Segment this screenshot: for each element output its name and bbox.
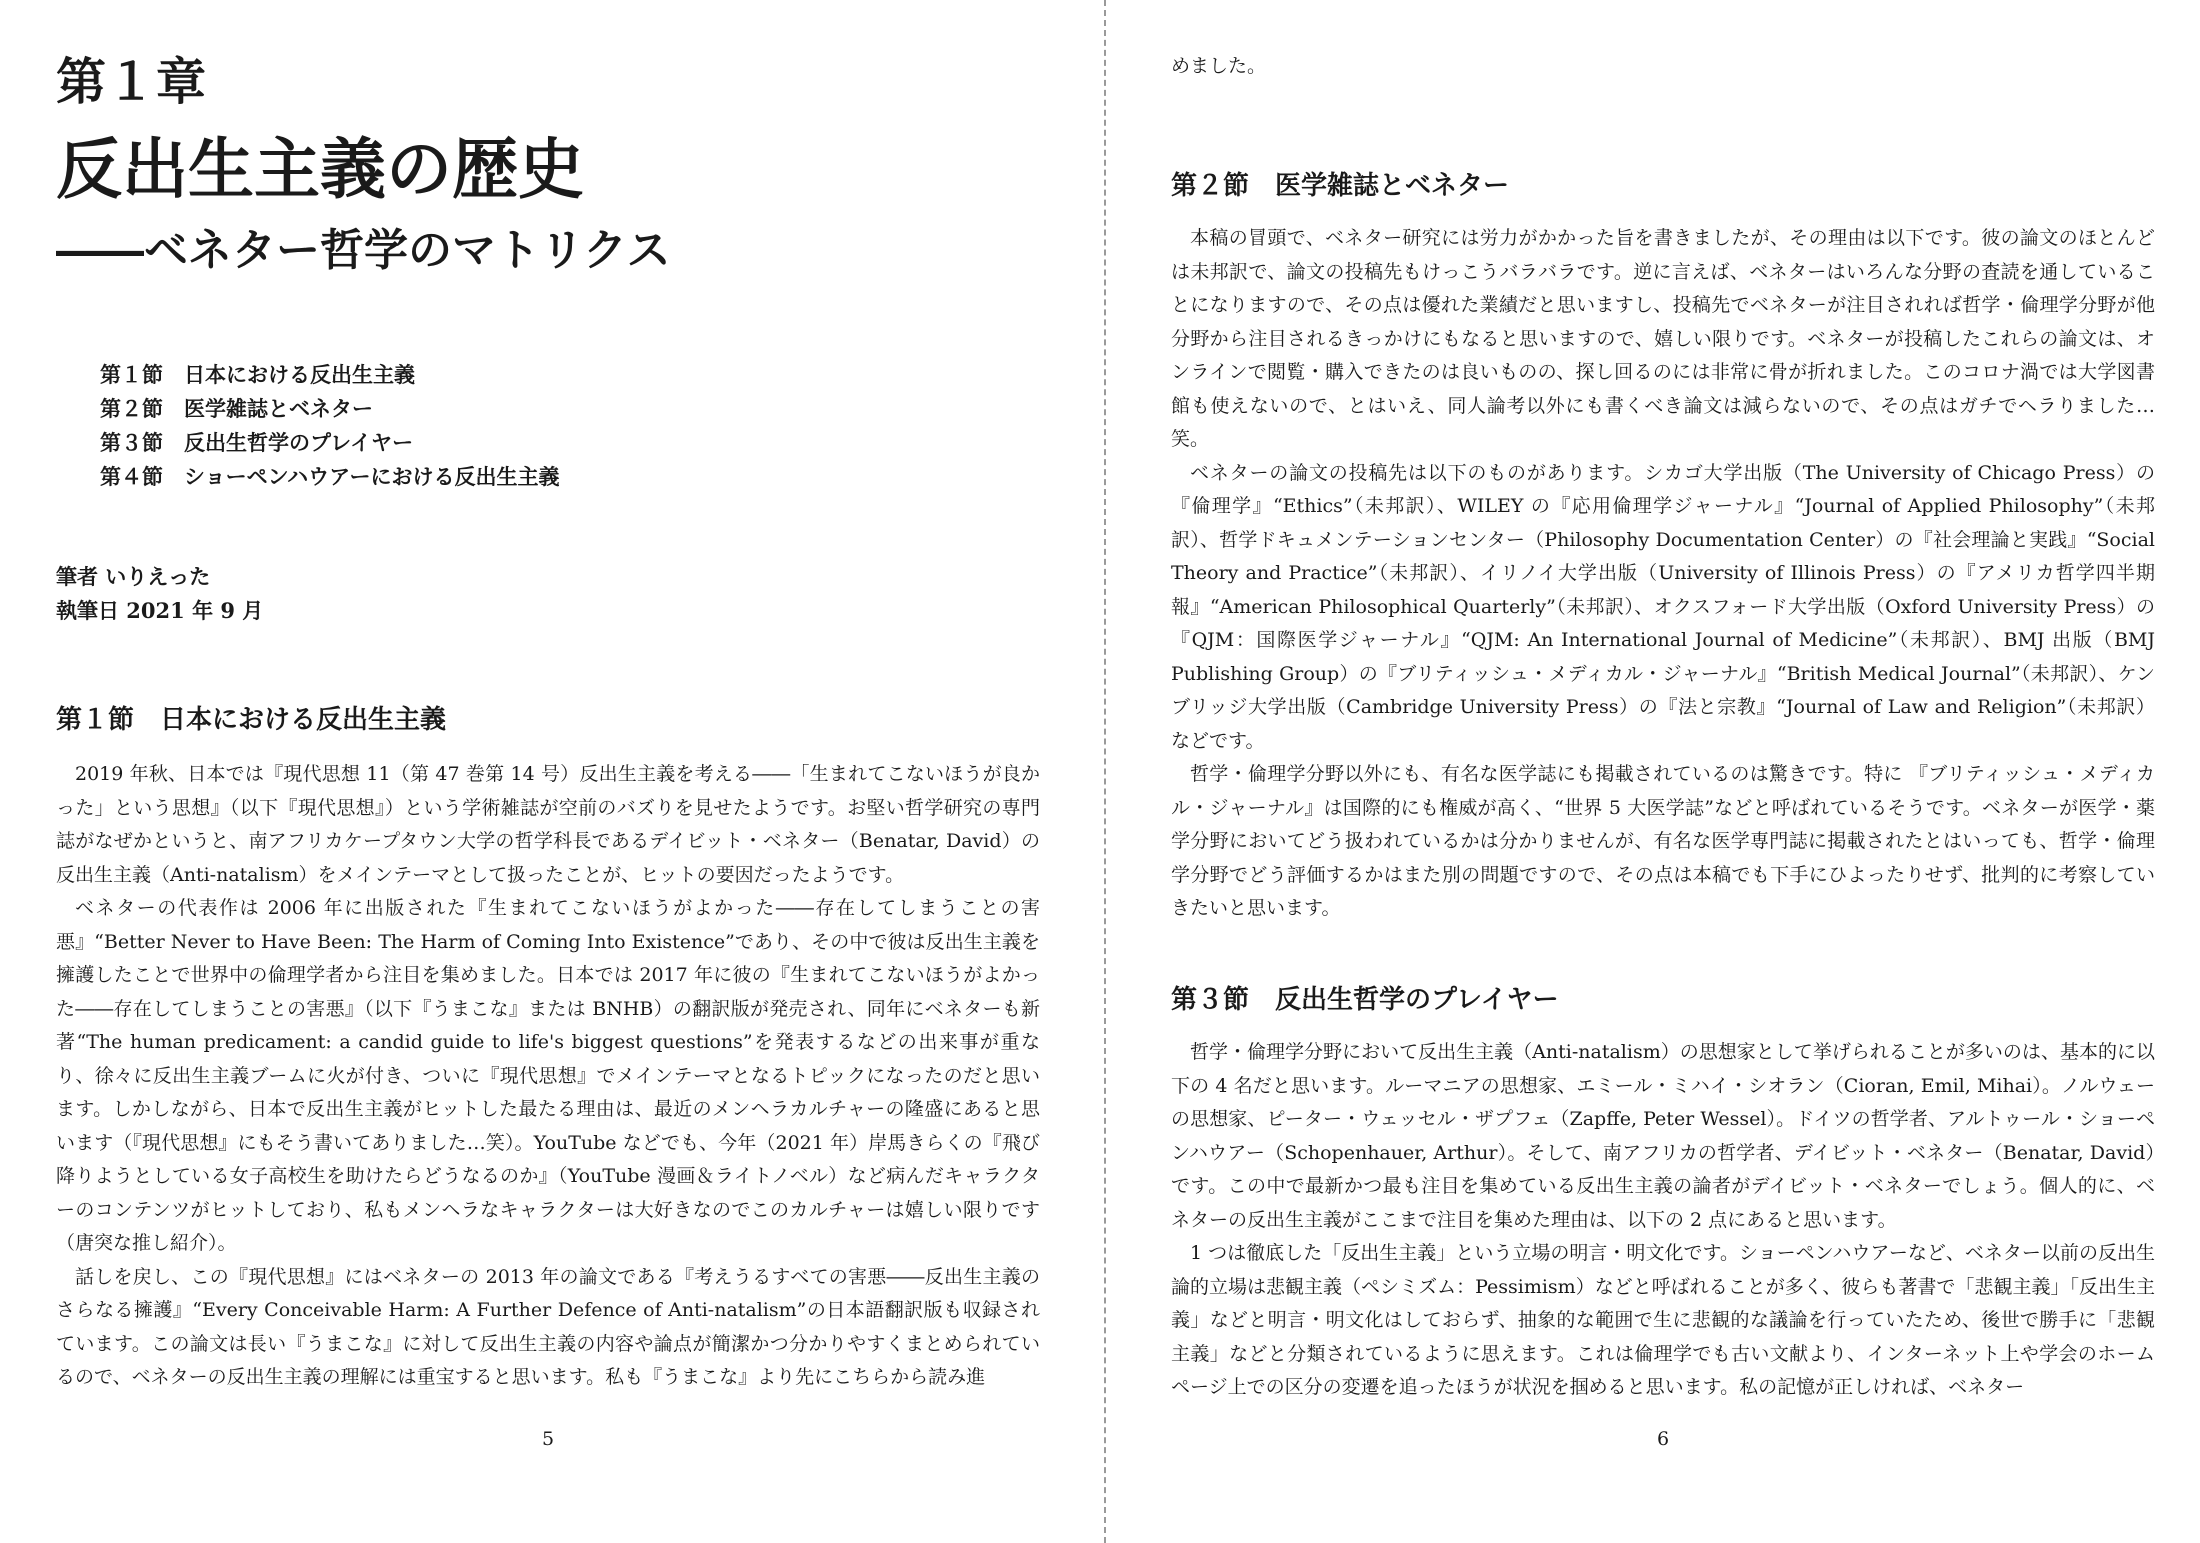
paragraph: 話しを戻し、この『現代思想』にはベネターの 2013 年の論文である『考えうるすべての害悪――反出生主義のさらなる擁護』“Every Conceivable Harm: A Further Defence of Anti-natalism”の日本語翻訳版も収録されています。この論文は長い『うまこな』に対して反出生主義の内容や論点が簡潔かつ分かりやすくまとめられているので、ベネターの反出生主義の理解には重宝すると思います。私も『うまこな』より先にこちらから読み進 <box>56 1265 1040 1388</box>
toc-item-section-1: 第１節 日本における反出生主義 <box>100 362 415 387</box>
page-divider <box>1104 0 1106 1543</box>
paragraph: 哲学・倫理学分野において反出生主義（Anti-natalism）の思想家として挙げられることが多いのは、基本的に以下の 4 名だと思います。ルーマニアの思想家、エミール・ミハイ・シオラン（Cioran, Emil, Mihai）。ノルウェーの思想家、ピーター・ウェッセル・ザプフェ（Zapffe, Peter Wessel）。ドイツの哲学者、アルトゥール・ショーペンハウアー（Schopenhauer, Arthur）。そして、南アフリカの哲学者、デイビット・ベネター（Benatar, David）です。この中で最新かつ最も注目を集めている反出生主義の論者がデイビット・ベネターでしょう。個人的に、ベネターの反出生主義がここまで注目を集めた理由は、以下の 2 点にあると思います。 <box>1171 1041 2155 1231</box>
table-of-contents <box>100 358 559 494</box>
page-number: 6 <box>1656 1428 1670 1450</box>
paragraph: 1 つは徹底した「反出生主義」という立場の明言・明文化です。ショーペンハウアーなど、ベネター以前の反出生論的立場は悲観主義（ペシミズム：Pessimism）などと呼ばれることが多く、彼らも著書で「悲観主義」「反出生主義」などと明言・明文化はしておらず、抽象的な範囲で生に悲観的な議論を行っていたため、後世で勝手に「悲観主義」などと分類されているように思えます。これは倫理学でも古い文献より、インターネット上や学会のホームページ上での区分の変遷を追ったほうが状況を掴めると思います。私の記憶が正しければ、ベネター <box>1171 1242 2155 1398</box>
toc-item-section-2: 第２節 医学雑誌とベネター <box>100 396 373 421</box>
section-3-heading: 第３節 反出生哲学のプレイヤー <box>1171 985 1559 1015</box>
right-page <box>1171 0 2155 1543</box>
section-2-body <box>1171 222 2155 926</box>
section-3-body <box>1171 1036 2155 1405</box>
chapter-title: 反出生主義の歴史 <box>56 130 584 208</box>
continuation-text <box>1171 50 2155 84</box>
paragraph: めました。 <box>1171 55 1267 77</box>
paragraph: ベネターの論文の投稿先は以下のものがあります。シカゴ大学出版（The University of Chicago Press）の『倫理学』“Ethics”（未邦訳）、WILEY の『応用倫理学ジャーナル』“Journal of Applied Philosophy”（未邦訳）、哲学ドキュメンテーションセンター（Philosophy Documentation Center）の『社会理論と実践』“Social Theory and Practice”（未邦訳）、イリノイ大学出版（University of Illinois Press）の『アメリカ哲学四半期報』“American Philosophical Quarterly”（未邦訳）、オクスフォード大学出版（Oxford University Press）の『QJM：国際医学ジャーナル』“QJM: An International Journal of Medicine”（未邦訳）、BMJ 出版（BMJ Publishing Group）の『ブリティッシュ・メディカル・ジャーナル』“British Medical Journal”（未邦訳）、ケンブリッジ大学出版（Cambridge University Press）の『法と宗教』“Journal of Law and Religion”（未邦訳）などです。 <box>1171 461 2155 752</box>
paragraph: 哲学・倫理学分野以外にも、有名な医学誌にも掲載されているのは驚きです。特に 『ブリティッシュ・メディカル・ジャーナル』は国際的にも権威が高く、“世界 5 大医学誌”などと呼ばれているそうです。ベネターが医学・薬学分野においてどう扱われているかは分かりませんが、有名な医学専門誌に掲載されたとはいっても、哲学・倫理学分野でどう評価するかはまた別の問題ですので、その点は本稿でも下手にひよったりせず、批判的に考察していきたいと思います。 <box>1171 763 2155 919</box>
author-info <box>56 560 263 628</box>
section-1-heading: 第１節 日本における反出生主義 <box>56 705 447 735</box>
author-line: 筆者 いりえった <box>56 564 211 589</box>
paragraph: 2019 年秋、日本では『現代思想 11（第 47 巻第 14 号）反出生主義を考える――「生まれてこないほうが良かった」という思想』（以下『現代思想』）という学術雑誌が空前のバズりを見せたようです。お堅い哲学研究の専門誌がなぜかというと、南アフリカケープタウン大学の哲学科長であるデイビット・ベネター（Benatar, David）の反出生主義（Anti-natalism）をメインテーマとして扱ったことが、ヒットの要因だったようです。 <box>56 763 1040 886</box>
toc-item-section-4: 第４節 ショーペンハウアーにおける反出生主義 <box>100 464 560 489</box>
section-2-heading: 第２節 医学雑誌とベネター <box>1171 171 1510 201</box>
page-number: 5 <box>541 1428 555 1450</box>
chapter-subtitle: ――ベネター哲学のマトリクス <box>56 225 671 276</box>
paragraph: ベネターの代表作は 2006 年に出版された『生まれてこないほうがよかった――存在してしまうことの害悪』“Better Never to Have Been: The Harm of Coming Into Existence”であり、その中で彼は反出生主義を擁護したことで世界中の倫理学者から注目を集めました。日本では 2017 年に彼の『生まれてこないほうがよかった――存在してしまうことの害悪』（以下『うまこな』または BNHB）の翻訳版が発売され、同年にベネターも新著“The human predicament: a candid guide to life's biggest questions”を発表するなどの出来事が重なり、徐々に反出生主義ブームに火が付き、ついに『現代思想』でメインテーマとなるトピックになったのだと思います。しかしながら、日本で反出生主義がヒットした最たる理由は、最近のメンヘラカルチャーの隆盛にあると思います（『現代思想』にもそう書いてありました…笑）。YouTube などでも、今年（2021 年）岸馬きらくの『飛び降りようとしている女子高校生を助けたらどうなるのか』（YouTube 漫画＆ライトノベル）など病んだキャラクターのコンテンツがヒットしており、私もメンヘラなキャラクターは大好きなのでこのカルチャーは嬉しい限りです（唐突な推し紹介）。 <box>56 897 1040 1254</box>
section-1-body <box>56 758 1040 1395</box>
left-page <box>56 0 1040 1543</box>
chapter-number: 第１章 <box>56 52 206 111</box>
date-line: 執筆日 2021 年 9 月 <box>56 598 264 623</box>
paragraph: 本稿の冒頭で、ベネター研究には労力がかかった旨を書きましたが、その理由は以下です。彼の論文のほとんどは未邦訳で、論文の投稿先もけっこうバラバラです。逆に言えば、ベネターはいろんな分野の査読を通していることになりますので、その点は優れた業績だと思いますし、投稿先でベネターが注目されれば哲学・倫理学分野が他分野から注目されるきっかけにもなると思いますので、嬉しい限りです。ベネターが投稿したこれらの論文は、オンラインで閲覧・購入できたのは良いものの、探し回るのには非常に骨が折れました。このコロナ渦では大学図書館も使えないので、とはいえ、同人論考以外にも書くべき論文は減らないので、その点はガチでヘラりました…笑。 <box>1171 227 2155 450</box>
toc-item-section-3: 第３節 反出生哲学のプレイヤー <box>100 430 414 455</box>
